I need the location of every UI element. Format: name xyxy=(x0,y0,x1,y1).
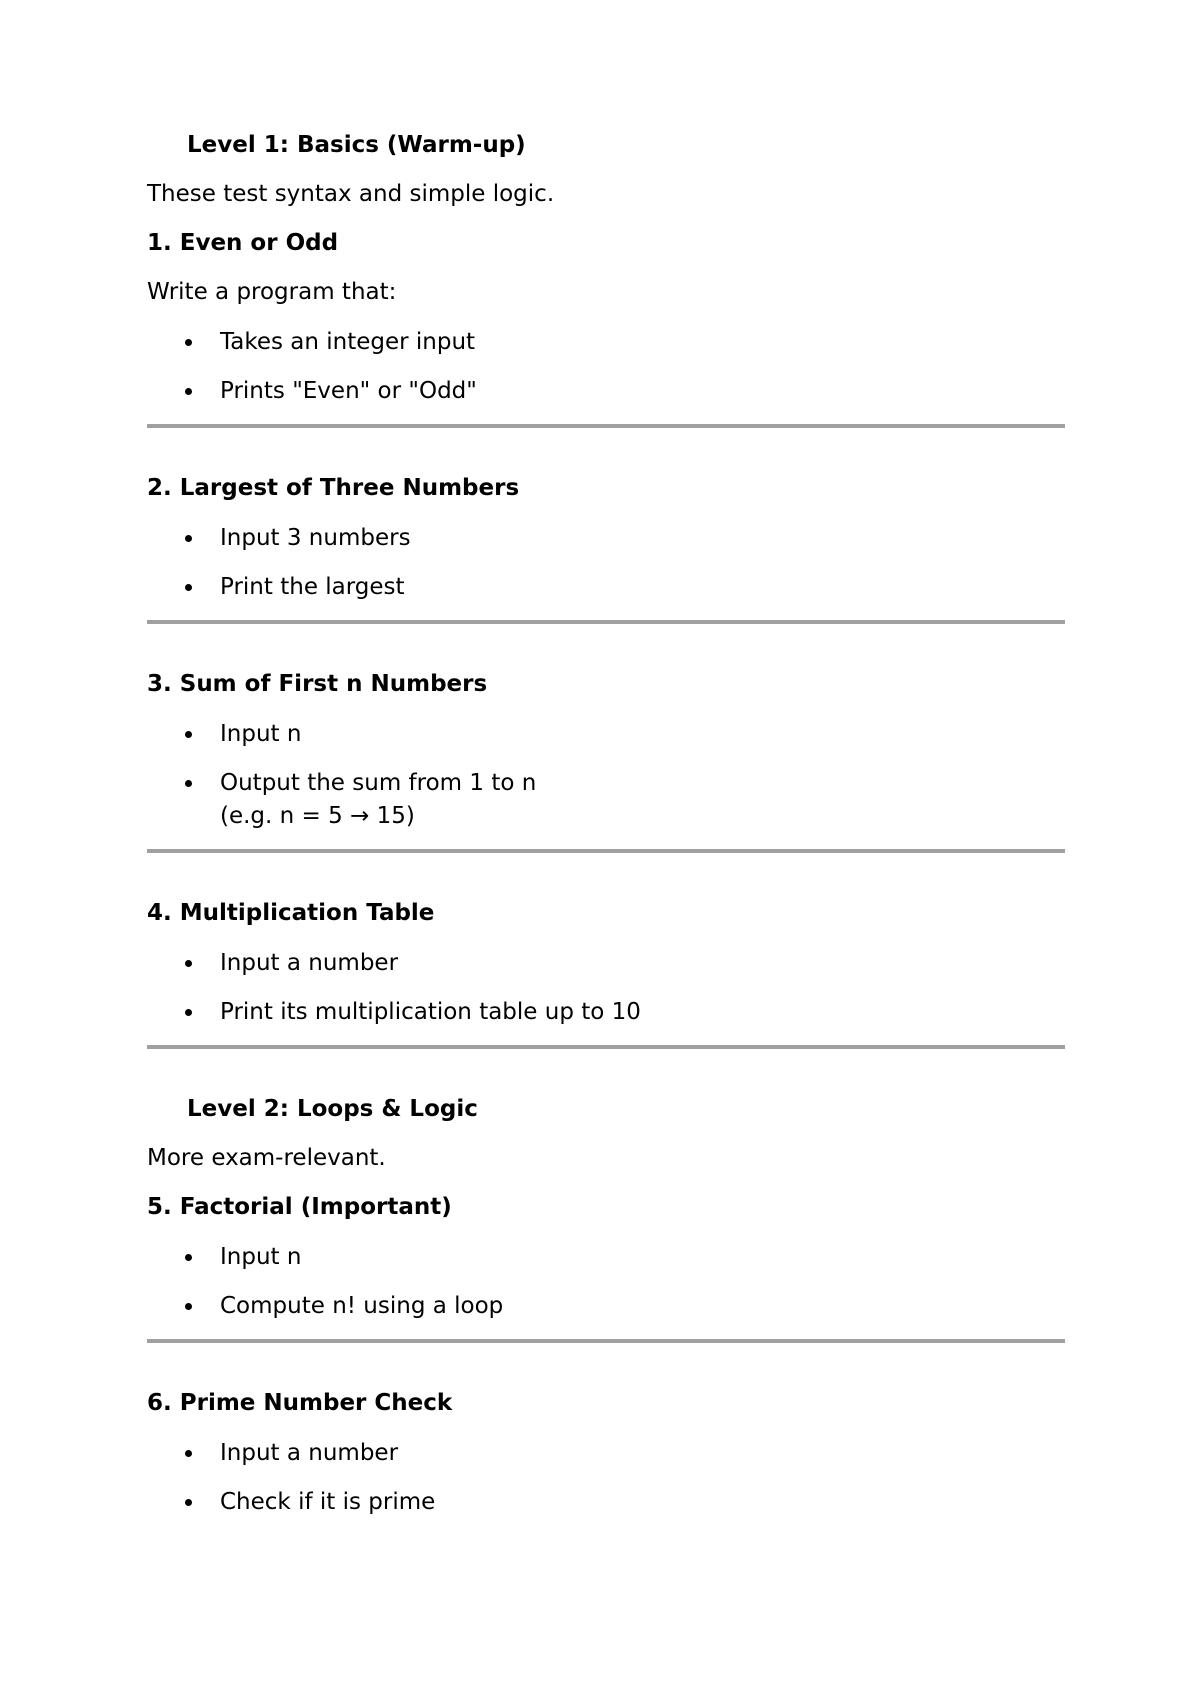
question-6-title: 6. Prime Number Check xyxy=(147,1390,453,1416)
level-2-heading: Level 2: Loops & Logic xyxy=(187,1096,478,1122)
list-item xyxy=(147,1486,1065,1519)
question-1-list xyxy=(147,326,1065,408)
list-item xyxy=(147,1241,1065,1274)
question-3-title: 3. Sum of First n Numbers xyxy=(147,671,488,697)
example-note: (e.g. n = 5 → 15) xyxy=(220,803,415,829)
question-5 xyxy=(147,1192,1065,1323)
question-2 xyxy=(147,473,1065,604)
question-5-list xyxy=(147,1241,1065,1323)
list-item-text: Compute n! using a loop xyxy=(220,1293,504,1319)
question-2-list xyxy=(147,522,1065,604)
level-1-intro: These test syntax and simple logic. xyxy=(147,181,555,207)
list-item-text: Input 3 numbers xyxy=(220,525,411,551)
list-item xyxy=(147,522,1065,555)
list-item xyxy=(147,375,1065,408)
list-item-text: Print the largest xyxy=(220,574,405,600)
bullet-icon xyxy=(185,1303,192,1310)
bullet-icon xyxy=(185,960,192,967)
bullet-icon xyxy=(185,1450,192,1457)
list-item-text: Check if it is prime xyxy=(220,1489,436,1515)
list-item-text: Takes an integer input xyxy=(220,329,476,355)
bullet-icon xyxy=(185,388,192,395)
question-4-list xyxy=(147,947,1065,1029)
list-item-text: Print its multiplication table up to 10 xyxy=(220,999,641,1025)
list-item xyxy=(147,1290,1065,1323)
list-item-text: Input n xyxy=(220,721,302,747)
bullet-icon xyxy=(185,584,192,591)
bullet-icon xyxy=(185,339,192,346)
level-1-heading: Level 1: Basics (Warm-up) xyxy=(187,132,526,158)
list-item xyxy=(147,767,1065,833)
bullet-icon xyxy=(185,1499,192,1506)
list-item-text: Input a number xyxy=(220,1440,399,1466)
question-1-intro: Write a program that: xyxy=(147,279,397,305)
list-item-text: Prints "Even" or "Odd" xyxy=(220,378,477,404)
list-item-text: Input a number xyxy=(220,950,399,976)
list-item xyxy=(147,718,1065,751)
bullet-icon xyxy=(185,731,192,738)
question-3 xyxy=(147,669,1065,833)
list-item xyxy=(147,326,1065,359)
question-3-list xyxy=(147,718,1065,833)
list-item xyxy=(147,1437,1065,1470)
question-4-title: 4. Multiplication Table xyxy=(147,900,435,926)
level-2-intro: More exam-relevant. xyxy=(147,1145,386,1171)
bullet-icon xyxy=(185,1009,192,1016)
question-2-title: 2. Largest of Three Numbers xyxy=(147,475,520,501)
document-page xyxy=(147,130,1065,1535)
bullet-icon xyxy=(185,535,192,542)
bullet-icon xyxy=(185,1254,192,1261)
question-1 xyxy=(147,228,1065,408)
list-item xyxy=(147,947,1065,980)
question-1-title: 1. Even or Odd xyxy=(147,230,339,256)
question-4 xyxy=(147,898,1065,1029)
question-6-list xyxy=(147,1437,1065,1519)
question-6 xyxy=(147,1388,1065,1519)
list-item xyxy=(147,996,1065,1029)
list-item-text: Output the sum from 1 to n xyxy=(220,770,537,796)
list-item xyxy=(147,571,1065,604)
list-item-text: Input n xyxy=(220,1244,302,1270)
bullet-icon xyxy=(185,780,192,787)
question-5-title: 5. Factorial (Important) xyxy=(147,1194,452,1220)
